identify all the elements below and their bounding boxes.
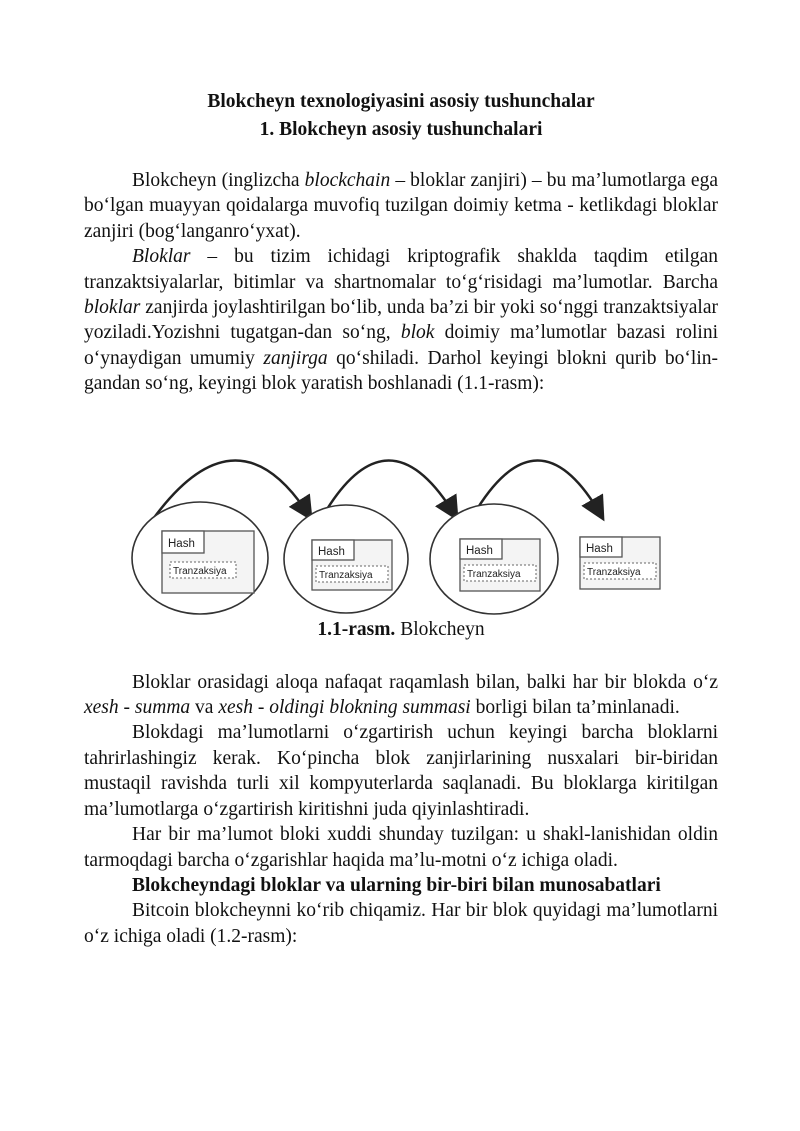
italic-term: blok	[400, 322, 435, 344]
hash-label: Hash	[586, 542, 613, 555]
text-run: qo‘shiladi. Darhol keyingi blokni qurib bo‘lin-gandan so‘ng, keyingi blok yaratish boshlanadi (1.1-rasm):	[84, 347, 718, 395]
italic-term: Bloklar	[132, 246, 191, 268]
text-run: va	[190, 697, 219, 719]
text-run: zanjirda joylashtirilgan bo‘lib, unda ba’zi bir yoki so‘nggi tranzaktsiyalar yoziladi.Yozishni tugatgan-dan so‘ng,	[84, 297, 718, 344]
block-2	[312, 540, 392, 590]
text-run: – bloklar zanjiri) – bu ma’lumotlarga ega bo‘lgan muayyan qoidalarga muvofiq tuzilgan doimiy ketma - ketlikdagi bloklar zanjiri (bog‘langanro‘yxat).	[84, 170, 718, 242]
hash-label: Hash	[466, 544, 493, 557]
paragraph-blocks-definition	[84, 244, 718, 396]
italic-term: bloklar	[84, 297, 141, 319]
caption-number: 1.1-rasm.	[317, 618, 396, 640]
document-page	[84, 88, 718, 949]
document-title: Blokcheyn texnologiyasini asosiy tushunchalar	[207, 91, 595, 112]
italic-term: xesh - summa	[84, 697, 191, 719]
italic-term: blockchain	[304, 170, 391, 191]
text-run: Blokcheyn (inglizcha	[132, 170, 305, 191]
transaction-label: Tranzaksiya	[587, 566, 641, 578]
paragraph-blockchain-definition	[84, 168, 718, 244]
transaction-label: Tranzaksiya	[467, 568, 521, 580]
block-1	[162, 531, 254, 593]
blockchain-diagram	[84, 427, 718, 617]
text-run: – bu tizim ichidagi kriptografik shaklda taqdim etilgan tranzaktsiyalarlar, bitimlar va shartnomalar to‘g‘risidagi ma’lumotlar. Barcha	[84, 246, 718, 293]
text-run: Bloklar orasidagi aloqa nafaqat raqamlash bilan, balki har bir blokda o‘z	[132, 671, 718, 693]
subsection-heading: Blokcheyndagi bloklar va ularning bir-biri bilan munosabatlari	[132, 874, 661, 896]
hash-label: Hash	[168, 537, 195, 550]
paragraph-hash-links	[84, 670, 718, 721]
transaction-label: Tranzaksiya	[173, 565, 227, 577]
italic-term: zanjirga	[263, 347, 328, 369]
block-3	[460, 539, 540, 591]
paragraph-block-structure: Har bir ma’lumot bloki xuddi shunday tuzilgan: u shakl-lanishidan oldin tarmoqdagi barcha o‘zgarishlar haqida ma’lu-motni o‘z ichiga oladi.	[84, 824, 718, 871]
paragraph-bitcoin: Bitcoin blokcheynni ko‘rib chiqamiz. Har bir blok quyidagi ma’lumotlarni o‘z ichiga oladi (1.2-rasm):	[84, 900, 718, 947]
text-run: borligi bilan ta’minlanadi.	[470, 697, 680, 719]
figure-caption	[84, 617, 718, 642]
caption-text: Blokcheyn	[395, 618, 485, 640]
section-title: 1. Blokcheyn asosiy tushunchalari	[259, 119, 543, 140]
blockchain-figure	[84, 427, 718, 617]
text-run: doimiy ma’lumotlar bazasi rolini o‘ynaydigan umumiy	[84, 322, 718, 369]
block-4	[580, 537, 660, 589]
paragraph-immutability: Blokdagi ma’lumotlarni o‘zgartirish uchun keyingi barcha bloklarni tahrirlashingiz kerak. Ko‘pincha blok zanjirlarining nusxalari bir-biridan mustaqil ravishda turli xil kompyuterlarda saqlanadi. Bu bloklarga kiritilgan ma’lumotlarga o‘zgartirish kiritishni juda qiyinlashtiradi.	[84, 722, 718, 820]
hash-label: Hash	[318, 545, 345, 558]
transaction-label: Tranzaksiya	[319, 569, 373, 581]
italic-term: xesh - oldingi blokning summasi	[218, 697, 471, 719]
